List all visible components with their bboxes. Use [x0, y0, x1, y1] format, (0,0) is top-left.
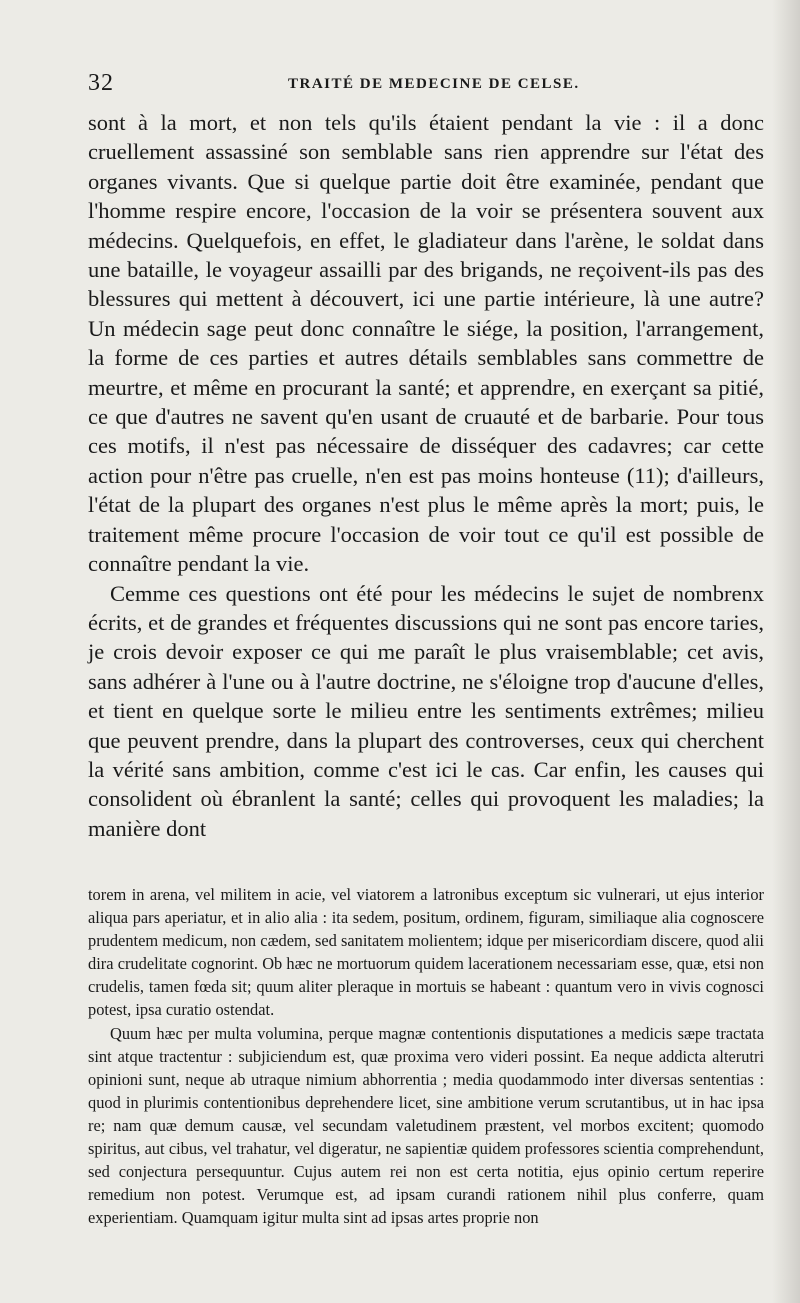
main-paragraph-1: sont à la mort, et non tels qu'ils étaient pendant la vie : il a donc cruellement assassiné son semblable sans rien apprendre sur l'état des organes vivants. Que si quelque partie doit être examinée, pendant que l'homme respire encore, l'occasion de la voir se présentera souvent aux médecins. Quelquefois, en effet, le gladiateur dans l'arène, le soldat dans une bataille, le voyageur assailli par des brigands, ne reçoivent-ils pas des blessures qui mettent à découvert, ici une partie intérieure, là une autre? Un médecin sage peut donc connaître le siége, la position, l'arrangement, la forme de ces parties et autres détails semblables sans commettre de meurtre, et même en procurant la santé; et apprendre, en exerçant sa pitié, ce que d'autres ne savent qu'en usant de cruauté et de barbarie. Pour tous ces motifs, il n'est pas nécessaire de disséquer des cadavres; car cette action pour n'être pas cruelle, n'en est pas moins honteuse (11); d'ailleurs, l'état de la plupart des organes n'est plus le même après la mort; puis, le traitement même procure l'occasion de voir tout ce qu'il est possible de connaître pendant la vie.: [88, 110, 764, 577]
page-edge-shadow: [772, 0, 800, 1303]
page-number: 32: [88, 70, 114, 96]
page-header: [88, 70, 768, 100]
footnote-paragraph-2: Quum hæc per multa volumina, perque magnæ contentionis disputationes a medicis sæpe tractata sint atque tractentur : subjiciendum est, quæ proxima vero videri possint. Ea neque addicta alterutri opinioni sunt, neque ab utraque nimium abhorrentia ; media quodammodo inter diversas sententias : quod in plurimis contentionibus deprehendere licet, sine ambitione verum scrutantibus, ut in hac ipsa re; nam quæ demum causæ, vel secundam valetudinem præstent, vel morbos excitent; quomodo spiritus, aut cibus, vel trahatur, vel digeratur, ne sapientiæ quidem professores scientia comprehendunt, sed conjectura persequuntur. Cujus autem rei non est certa notitia, ejus opinio certum reperire remedium non potest. Verumque est, ad ipsam curandi rationem nihil plus conferre, quam experientiam. Quamquam igitur multa sint ad ipsas artes proprie non: [88, 1023, 764, 1228]
footnote-paragraph-1: torem in arena, vel militem in acie, vel viatorem a latronibus exceptum sic vulnerari, ut ejus interior aliqua pars aperiatur, et in alio alia : ita sedem, positum, ordinem, figuram, similiaque alia cognoscere prudentem medicum, non cædem, sed sanitatem molientem; idque per misericordiam discere, quod alii dira crudelitate cognorint. Ob hæc ne mortuorum quidem lacerationem necessariam esse, quæ, etsi non crudelis, tamen fœda sit; quum aliter pleraque in mortuis se habeant : quantum vero in vivis cognosci potest, ipsa curatio ostendat.: [88, 885, 764, 1020]
running-title: TRAITÉ DE MEDECINE DE CELSE.: [288, 76, 580, 92]
main-text: [88, 108, 764, 843]
main-paragraph-2: Cemme ces questions ont été pour les médecins le sujet de nombrenx écrits, et de grandes et fréquentes discussions qui ne sont pas encore taries, je crois devoir exposer ce qui me paraît le plus vraisemblable; cet avis, sans adhérer à l'une ou à l'autre doctrine, ne s'éloigne trop d'aucune d'elles, et tient en quelque sorte le milieu entre les sentiments extrêmes; milieu que peuvent prendre, dans la plupart des controverses, ceux qui cherchent la vérité sans ambition, comme c'est ici le cas. Car enfin, les causes qui consolident où ébranlent la santé; celles qui provoquent les maladies; la manière dont: [88, 580, 764, 841]
latin-footnotes: [88, 883, 764, 1229]
